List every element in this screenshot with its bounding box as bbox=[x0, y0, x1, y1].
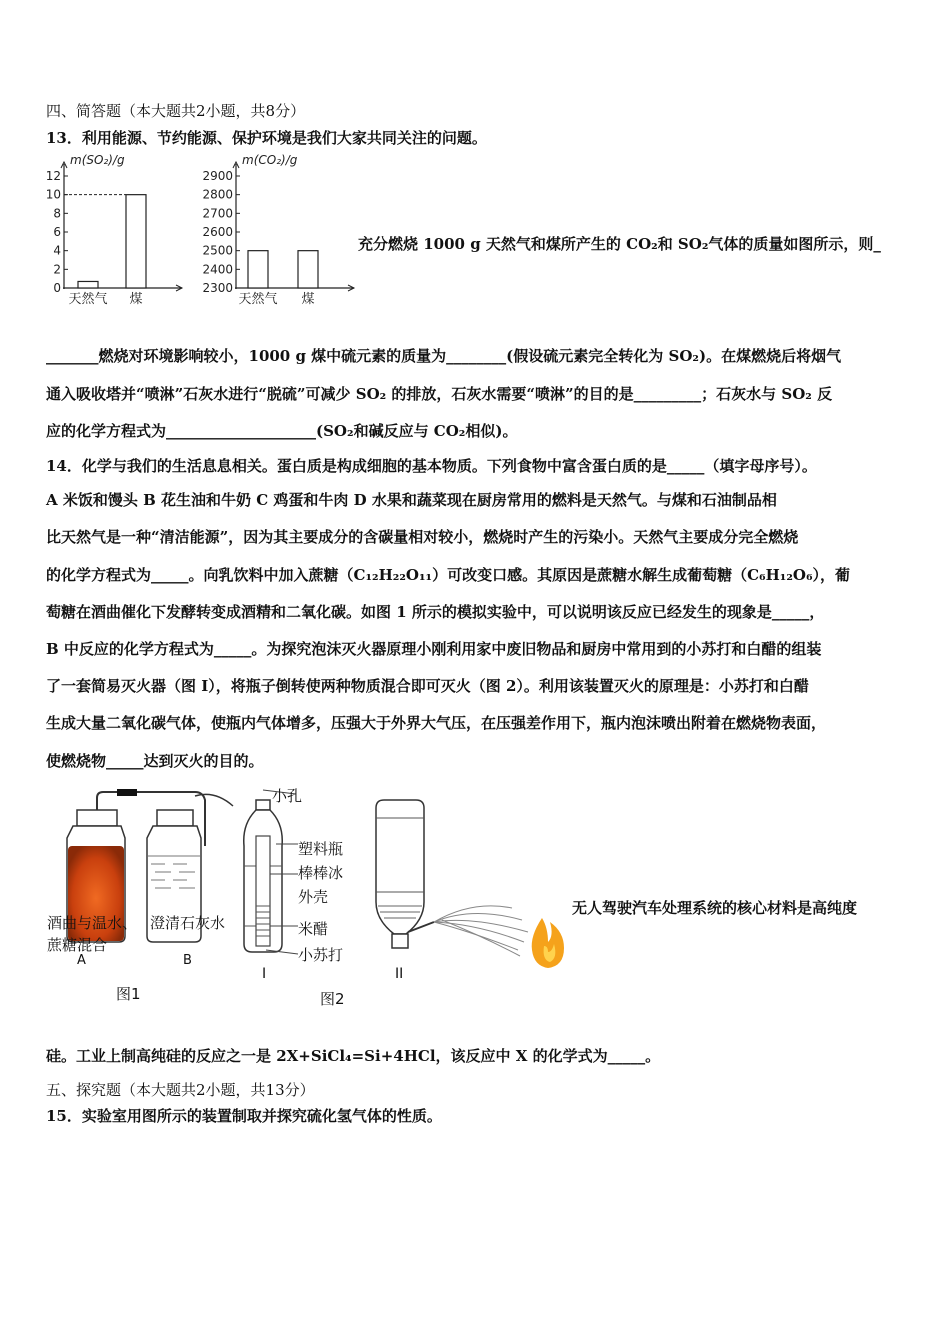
bar-2 bbox=[298, 251, 318, 288]
q15-stem: 15．实验室用图所示的装置制取并探究硫化氢气体的性质。 bbox=[46, 1107, 442, 1125]
fig1-caption: 图1 bbox=[116, 985, 141, 1003]
fig1-label-a2: 蔗糖混合 bbox=[47, 936, 108, 954]
q14-line-9: 使燃烧物_____达到灭火的目的。 bbox=[46, 752, 264, 770]
co2-bar-chart bbox=[192, 152, 360, 312]
x-tick-label: 天然气 bbox=[68, 292, 108, 307]
fig2-label-hole: 小孔 bbox=[272, 787, 303, 805]
fig2-label-ice1: 棒棒冰 bbox=[298, 864, 344, 882]
x-tick-label: 天然气 bbox=[238, 292, 278, 307]
q14-line-1: 14．化学与我们的生活息息相关。蛋白质是构成细胞的基本物质。下列食物中富含蛋白质的是_____（填字母序号）。 bbox=[46, 457, 817, 475]
y-tick-label: 4 bbox=[53, 243, 61, 258]
y-axis-label: m(CO₂)/g bbox=[242, 153, 298, 167]
fig2-label-ii: II bbox=[395, 966, 404, 982]
fig2-label-ice2: 外壳 bbox=[298, 888, 329, 906]
q14-line-4: 的化学方程式为_____。向乳饮料中加入蔗糖（C₁₂H₂₂O₁₁）可改变口感。其原因是蔗糖水解生成葡萄糖（C₆H₁₂O₆），葡 bbox=[46, 566, 851, 584]
fig2-bottle-drawing bbox=[236, 786, 306, 961]
bar-2 bbox=[126, 195, 146, 288]
bar-1 bbox=[78, 281, 98, 288]
x-tick-label: 煤 bbox=[129, 292, 143, 307]
fig1-label-b: 澄清石灰水 bbox=[150, 914, 226, 932]
section4-heading: 四、简答题（本大题共2小题，共8分） bbox=[46, 102, 306, 120]
y-tick-label: 2900 bbox=[202, 169, 233, 183]
so2-bar-chart bbox=[30, 152, 190, 312]
y-tick-label: 6 bbox=[53, 225, 61, 239]
bar-1 bbox=[248, 251, 268, 288]
y-axis-label: m(SO₂)/g bbox=[70, 153, 125, 167]
fig1-label-a1: 酒曲与温水、 bbox=[47, 914, 138, 932]
q14-line-7: 了一套简易灭火器（图 I），将瓶子倒转使两种物质混合即可灭火（图 2）。利用该装置灭火的原理是：小苏打和白醋 bbox=[46, 677, 809, 695]
q14-line-2: A 米饭和馒头 B 花生油和牛奶 C 鸡蛋和牛肉 D 水果和蔬菜现在厨房常用的燃料是天然气。与煤和石油制品相 bbox=[46, 491, 777, 509]
y-tick-label: 10 bbox=[45, 187, 61, 202]
q13-stem: 13．利用能源、节约能源、保护环境是我们大家共同关注的问题。 bbox=[46, 129, 487, 147]
q13-line2: _______燃烧对环境影响较小，1000 g 煤中硫元素的质量为________(假设硫元素完全转化为 SO₂)。在煤燃烧后将烟气 bbox=[46, 347, 842, 365]
y-tick-label: 2400 bbox=[202, 262, 233, 277]
fig2-label-bottle: 塑料瓶 bbox=[298, 840, 344, 858]
silicon-reaction-line: 硅。工业上制高纯硅的反应之一是 2X+SiCl₄=Si+4HCl，该反应中 X 的化学式为_____。 bbox=[46, 1047, 661, 1065]
fig1-letter-a: A bbox=[77, 953, 86, 968]
q13-side-text: 充分燃烧 1000 g 天然气和煤所产生的 CO₂和 SO₂气体的质量如图所示，则_ bbox=[358, 235, 881, 253]
fig2-label-vinegar: 米醋 bbox=[298, 920, 329, 938]
q14-line-8: 生成大量二氧化碳气体，使瓶内气体增多，压强大于外界大气压，在压强差作用下，瓶内泡沫喷出附着在燃烧物表面， bbox=[46, 714, 827, 732]
fig2-label-i: I bbox=[262, 966, 267, 982]
q14-line-3: 比天然气是一种“清洁能源”，因为其主要成分的含碳量相对较小，燃烧时产生的污染小。天然气主要成分完全燃烧 bbox=[46, 528, 799, 546]
y-tick-label: 8 bbox=[53, 206, 61, 221]
q13-line3: 通入吸收塔并“喷淋”石灰水进行“脱硫”可减少 SO₂ 的排放，石灰水需要“喷淋”的目的是_________；石灰水与 SO₂ 反 bbox=[46, 385, 833, 403]
x-tick-label: 煤 bbox=[301, 292, 315, 307]
y-tick-label: 2300 bbox=[202, 281, 233, 295]
q14-line-6: B 中反应的化学方程式为_____。为探究泡沫灭火器原理小刚利用家中废旧物品和厨房中常用到的小苏打和白醋的组装 bbox=[46, 640, 822, 658]
fig1-letter-b: B bbox=[183, 953, 192, 968]
q13-line4: 应的化学方程式为____________________(SO₂和碱反应与 CO₂相似)。 bbox=[46, 422, 518, 440]
y-tick-label: 2800 bbox=[202, 187, 233, 202]
fig2-label-soda: 小苏打 bbox=[298, 946, 344, 964]
y-tick-label: 0 bbox=[53, 281, 61, 295]
fig2-extinguisher-drawing bbox=[372, 796, 568, 976]
y-tick-label: 2500 bbox=[202, 243, 233, 258]
q14-line-5: 萄糖在酒曲催化下发酵转变成酒精和二氧化碳。如图 1 所示的模拟实验中，可以说明该反应已经发生的现象是_____， bbox=[46, 603, 825, 621]
section5-heading: 五、探究题（本大题共2小题，共13分） bbox=[46, 1081, 315, 1099]
fig2-caption: 图2 bbox=[320, 990, 345, 1008]
y-tick-label: 2 bbox=[53, 262, 61, 277]
y-tick-label: 12 bbox=[45, 169, 61, 183]
y-tick-label: 2700 bbox=[202, 206, 233, 221]
y-tick-label: 2600 bbox=[202, 225, 233, 239]
side-text-silicon: 无人驾驶汽车处理系统的核心材料是高纯度 bbox=[572, 899, 858, 917]
